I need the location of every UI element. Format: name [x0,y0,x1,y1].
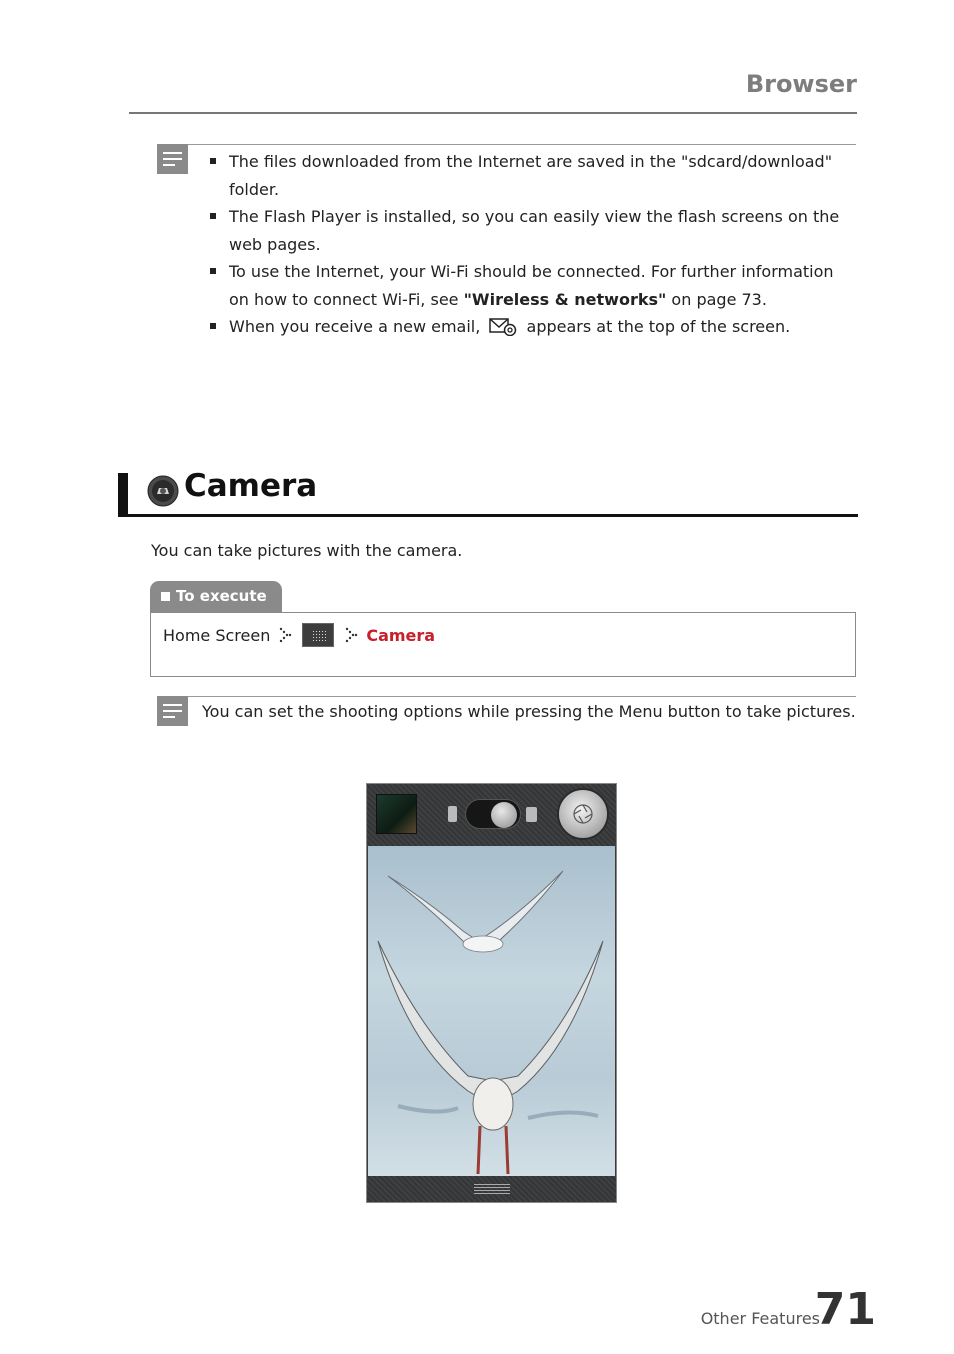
list-item [208,148,858,203]
execute-tab [150,581,282,613]
section-intro: You can take pictures with the camera. [151,541,463,560]
camera-icon [147,475,179,507]
path-home-screen: Home Screen [163,625,271,645]
note-list [208,148,858,341]
note-text: You can set the shooting options while pressing the Menu button to take pictures. [202,702,856,721]
list-item-text: on page 73. [666,289,767,309]
note-divider [188,696,856,697]
list-item-text: The files downloaded from the Internet are saved in the "sdcard/download" folder. [229,152,833,199]
camera-viewfinder [368,846,615,1176]
list-item-text: To use the Internet, your Wi-Fi should be connected. For further information on how to connect Wi-Fi, see [229,262,834,309]
list-item [208,258,858,313]
list-item [208,313,858,341]
path-camera: Camera [366,625,436,645]
path-arrow-icon [278,626,292,644]
list-item [208,203,858,258]
section-divider [118,514,858,517]
video-mode-icon [448,806,457,822]
email-notification-icon [489,316,517,336]
cross-reference-link: "Wireless & networks" [463,289,667,309]
list-item-text: The Flash Player is installed, so you can easily view the flash screens on the web pages. [229,207,840,254]
path-arrow-icon [344,626,358,644]
list-item-text: When you receive a new email, [229,317,486,336]
aperture-icon [559,790,607,838]
note-divider [188,144,856,145]
photo-mode-icon [526,807,537,822]
app-drawer-icon [302,623,334,647]
list-item-text: appears at the top of the screen. [521,317,791,336]
mode-switch [465,799,521,829]
seagull-photo [368,846,615,1176]
note-icon [157,144,188,174]
section-title: Camera [184,468,318,504]
header-divider [129,112,857,114]
page-number: 71 [814,1284,876,1335]
execute-tab-label: To execute [176,587,267,605]
camera-bottom-bar [367,1176,616,1202]
camera-toolbar [367,784,616,846]
shutter-button [557,788,609,840]
camera-screenshot [366,783,617,1203]
last-photo-thumbnail [376,794,417,834]
note-icon [157,696,188,726]
footer-label: Other Features [700,1309,820,1328]
section-marker [118,473,128,517]
drawer-handle-icon [474,1184,510,1196]
execute-path [163,624,435,646]
header-title: Browser [745,70,857,98]
